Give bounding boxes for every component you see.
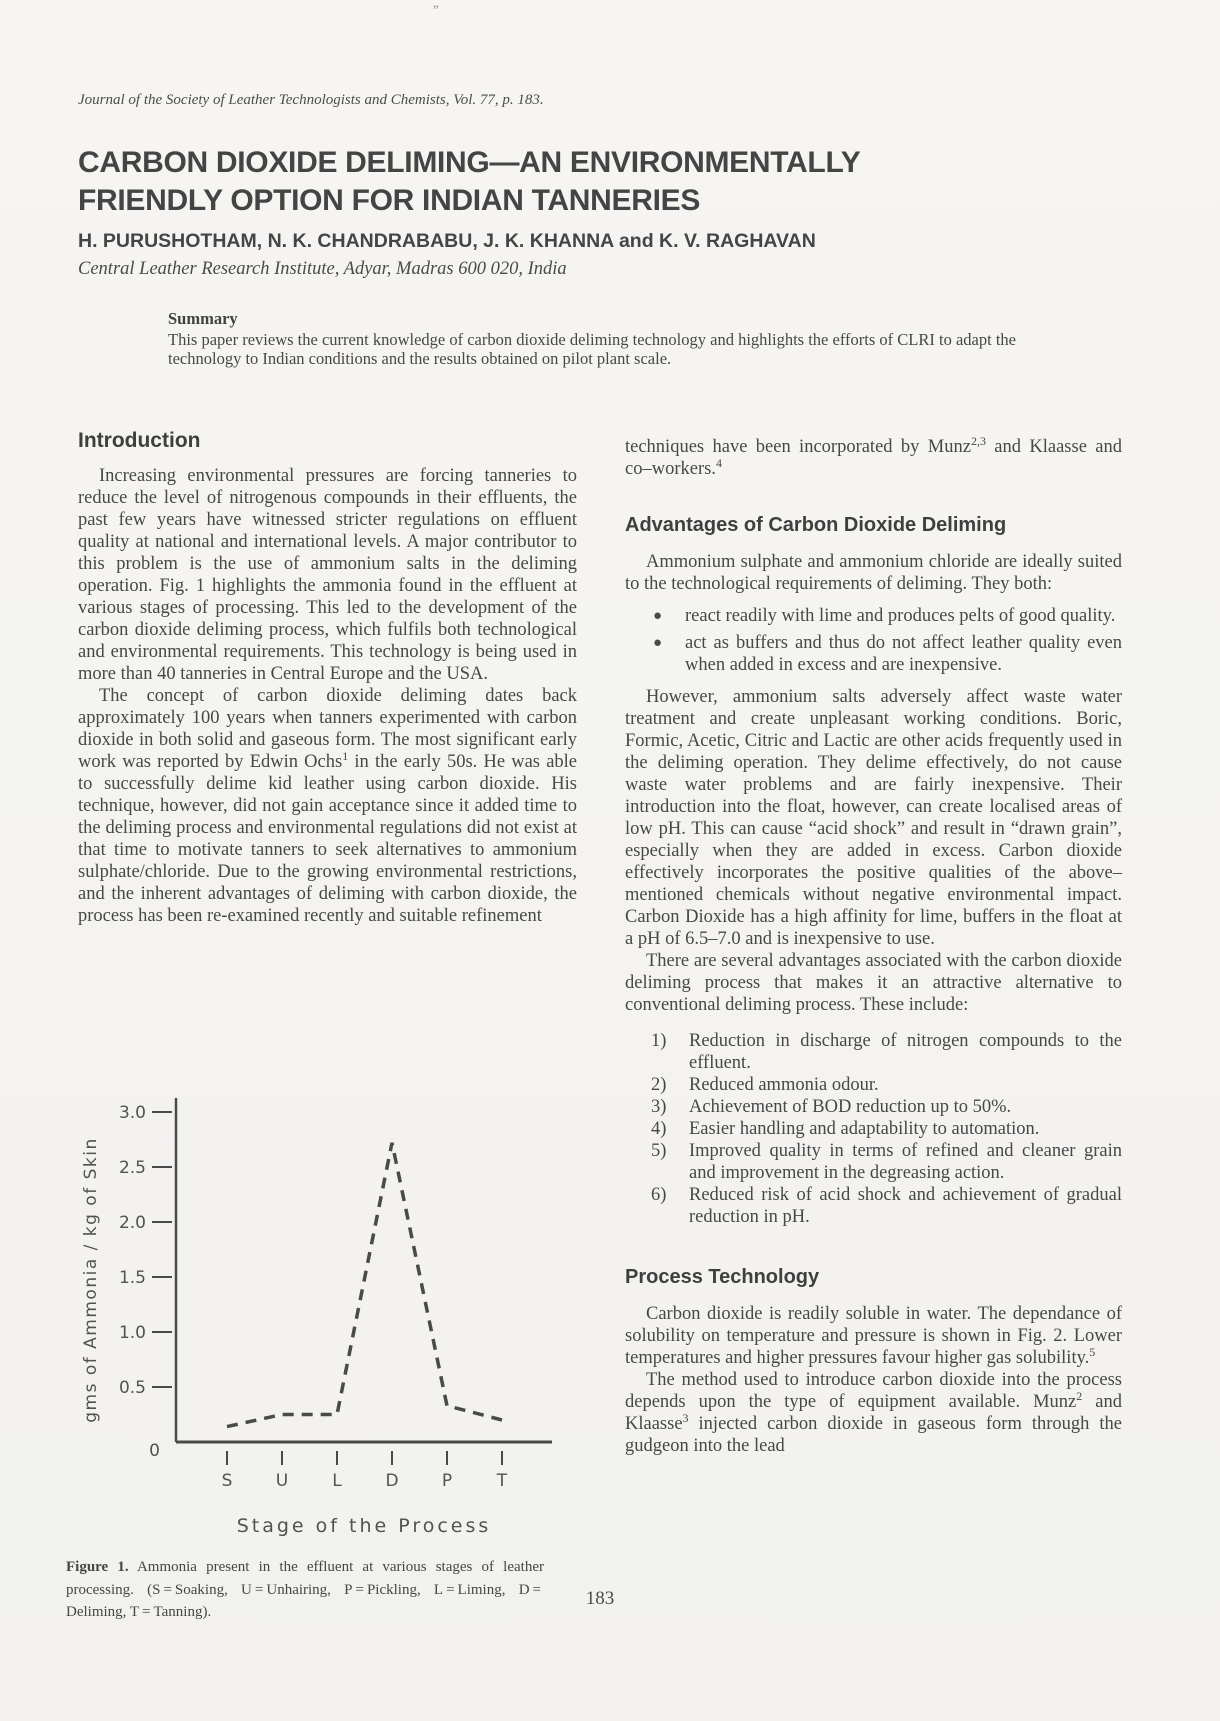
x-tick-label: S [221,1471,233,1491]
process-paragraph-2: The method used to introduce carbon dioxide into the process depends upon the type of equipment available. Munz$^2$ and Klaasse$^3$ injected carbon dioxide in gaseous form through the gudgeon into the lead [625,1370,1122,1456]
item-text: Achievement of BOD reduction up to 50%. [689,1097,1012,1117]
numbered-item [651,1184,1122,1228]
advantages-numbered-list [625,1030,1122,1228]
summary-body: This paper reviews the current knowledge of carbon dioxide deliming technology and highlights the efforts of CLRI to adapt the technology to Indian conditions and the results obtained on pilot plant scale. [168,329,1016,368]
advantages-paragraph-2: However, ammonium salts adversely affect waste water treatment and create unpleasant working conditions. Boric, Formic, Acetic, Citric and Lactic are other acids frequently used in the deliming operation. They delime effectively, do not cause waste water problems and are fairly inexpensive. Their introduction into the float, however, can create localised areas of low pH. This can cause “acid shock” and result in “drawn grain”, especially when they are added in excess. Carbon dioxide effectively incorporates the positive qualities of the above–mentioned chemicals without negative environmental impact. Carbon Dioxide has a high affinity for lime, buffers in the float at a pH of 6.5–7.0 and is inexpensive to use. [625,687,1122,949]
bullet-icon: ● [653,635,663,651]
y-axis-title: gms of Ammonia / kg of Skin [81,1137,101,1423]
y-tick-label: 0.5 [118,1378,146,1398]
bullet-text: act as buffers and thus do not affect leather quality even when added in excess and are inexpensive. [685,633,1122,675]
y-tick-label: 2.0 [118,1213,146,1233]
item-text: Easier handling and adaptability to automation. [689,1119,1040,1139]
item-number: 4) [651,1119,667,1139]
process-paragraph-1: Carbon dioxide is readily soluble in water. The dependance of solubility on temperature and pressure is shown in Fig. 2. Lower temperatures and higher pressures favour higher gas solubility.$^5$ [625,1304,1122,1368]
item-number: 1) [651,1031,667,1051]
title-line-2: FRIENDLY OPTION FOR INDIAN TANNERIES [78,184,701,217]
x-axis-title: Stage of the Process [236,1515,492,1537]
numbered-item [651,1096,1122,1118]
advantages-bullet-list [625,605,1122,676]
authors-line: H. PURUSHOTHAM, N. K. CHANDRABABU, J. K. KHANNA and K. V. RAGHAVAN [78,230,816,252]
numbered-item [651,1030,1122,1074]
journal-header-line: Journal of the Society of Leather Technologists and Chemists, Vol. 77, p. 183. [78,92,544,108]
continuation-paragraph: techniques have been incorporated by Munz$^{2,3}$ and Klaasse and co–workers.$^4$ [625,433,1122,479]
advantages-paragraph-3: There are several advantages associated with the carbon dioxide deliming process that makes it an attractive alternative to conventional deliming process. These include: [625,951,1122,1015]
item-text: Reduced ammonia odour. [689,1075,879,1095]
origin-label: 0 [149,1441,160,1461]
intro-paragraph-2: The concept of carbon dioxide deliming dates back approximately 100 years when tanners experimented with carbon dioxide in both solid and gaseous form. The most significant early work was reported by Edwin Ochs$^1$ in the early 50s. He was able to successfully delime kid leather using carbon dioxide. His technique, however, did not gain acceptance since it added time to the deliming process and environmental regulations did not exist at that time to motivate tanners to seek alternatives to ammonium sulphate/chloride. Due to the growing environmental restrictions, and the inherent advantages of deliming with carbon dioxide, the process has been re-examined recently and suitable refinement [78,686,578,926]
intro-paragraph-1: Increasing environmental pressures are forcing tanneries to reduce the level of nitrogenous compounds in their effluents, the past few years have witnessed stricter regulations on effluent quality at national and international levels. A major contributor to this problem is the use of ammonium salts in the deliming operation. Fig. 1 highlights the ammonia found in the effluent at various stages of processing. This led to the development of the carbon dioxide deliming process, which fulfils both technological and environmental requirements. This technology is being used in more than 40 tanneries in Central Europe and the USA. [78,466,577,684]
left-column [78,430,577,927]
advantages-heading: Advantages of Carbon Dioxide Deliming [625,514,1007,536]
item-number: 5) [651,1141,667,1161]
y-tick-label: 1.5 [118,1268,146,1288]
item-number: 6) [651,1185,667,1205]
x-tick-label: P [441,1471,453,1491]
y-tick-label: 2.5 [118,1158,146,1178]
scan-artifact: ” [433,2,439,17]
item-text: Reduced risk of acid shock and achievement of gradual reduction in pH. [689,1185,1122,1227]
process-technology-heading: Process Technology [625,1266,820,1288]
x-tick-label: D [385,1471,399,1491]
right-column [625,433,1122,1457]
y-tick-label: 1.0 [118,1323,146,1343]
caption-text: Ammonia present in the effluent at various stages of leather processing. (S = Soaking, U = Unhairing, P = Pickling, L = Liming, D = Deliming, T = Tanning). [66,1559,544,1620]
item-number: 2) [651,1075,667,1095]
introduction-heading: Introduction [78,429,201,452]
summary-block [168,309,1016,369]
item-text: Reduction in discharge of nitrogen compounds to the effluent. [689,1031,1122,1073]
bullet-item [653,632,1122,676]
item-number: 3) [651,1097,667,1117]
figure-caption [66,1556,544,1624]
figure1-ammonia-line-chart [60,1080,560,1560]
bullet-text: react readily with lime and produces pelts of good quality. [685,606,1116,626]
y-tick-label: 3.0 [118,1103,146,1123]
caption-label: Figure 1. [66,1559,129,1575]
item-text: Improved quality in terms of refined and cleaner grain and improvement in the degreasing action. [689,1141,1122,1183]
title-line-1: CARBON DIOXIDE DELIMING—AN ENVIRONMENTALLY [78,146,861,179]
numbered-item [651,1140,1122,1184]
summary-heading: Summary [168,309,238,328]
ammonia-series-line [227,1143,502,1427]
x-tick-label: U [275,1471,289,1491]
page-title [78,144,998,220]
numbered-item [651,1074,1122,1096]
x-tick-label: L [332,1471,342,1491]
bullet-item [653,605,1122,627]
x-tick-label: T [496,1471,508,1491]
numbered-item [651,1118,1122,1140]
advantages-intro-paragraph: Ammonium sulphate and ammonium chloride are ideally suited to the technological requirements of deliming. They both: [625,552,1122,594]
affiliation-line: Central Leather Research Institute, Adyar, Madras 600 020, India [78,259,567,279]
page-number: 183 [585,1588,615,1609]
bullet-icon: ● [653,608,663,624]
